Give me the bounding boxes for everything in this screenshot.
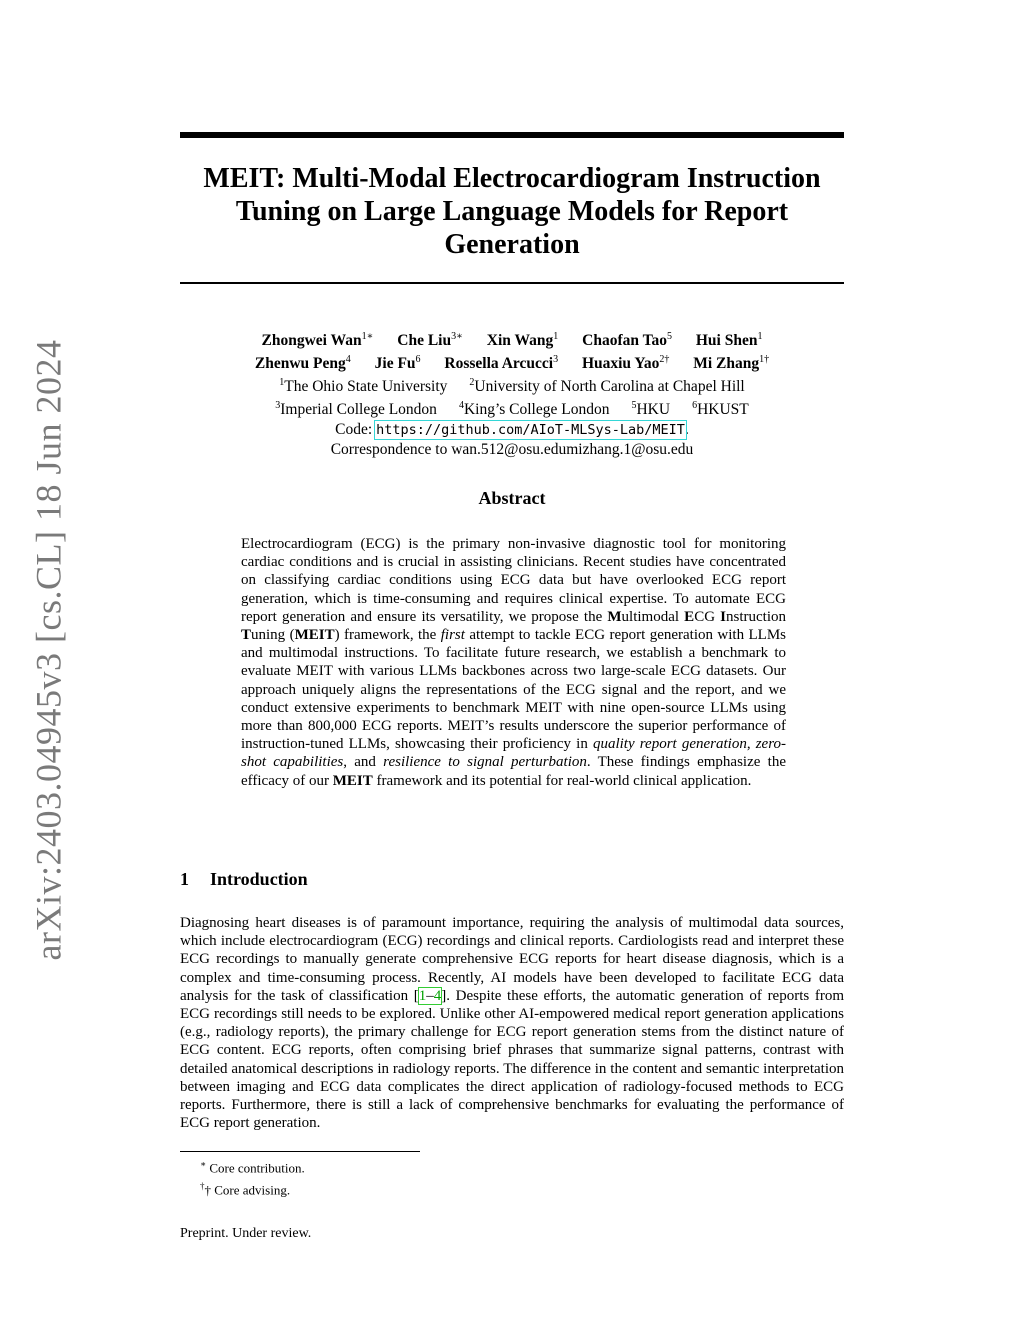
author-row-2 <box>180 350 844 373</box>
section-heading-introduction: 1 Introduction <box>180 869 308 889</box>
correspondence-line: Correspondence to wan.512@osu.edumizhang.1@osu.edu <box>330 440 694 458</box>
affiliation-row-2: $^3$Imperial College London $^4$King’s College London $^5$HKU $^6$HKUST <box>275 400 749 419</box>
author: Chaofan Tao$^5$ <box>582 331 672 350</box>
footnote: ∗ Core contribution. <box>200 1159 305 1176</box>
arxiv-identifier-text: arXiv:2403.04945v3 [cs.CL] 18 Jun 2024 <box>28 339 69 961</box>
title-rule-top <box>180 132 844 138</box>
citation-link[interactable]: 1 <box>418 987 427 1004</box>
introduction-paragraph: Diagnosing heart diseases is of paramount importance, requiring the analysis of multimodal data sources, which include electrocardiogram (ECG) recordings and clinical reports. Cardiologists read and interpret these ECG recordings to manually generate comprehensive ECG reports for heart disease diagnosis, which is a complex and time-consuming process. Recently, AI models have been developed to facilitate ECG data analysis for the task of classification [1–4]. Despite these efforts, the automatic generation of reports from ECG recordings still needs to be explored. Unlike other AI-empowered medical report generation applications (e.g., radiology reports), the primary challenge for ECG report generation stems from the distinct nature of ECG content. ECG reports, often comprising brief phrases that summarize signal patterns, contrast with detailed anatomical descriptions in radiology reports. The difference in the content and semantic interpretation between imaging and ECG data complicates the direct application of radiology-focused methods to ECG reports. Furthermore, there is still a lack of comprehensive benchmarks for evaluating the performance of ECG report generation. <box>180 915 845 1132</box>
author: Zhongwei Wan$^{1∗}$ <box>261 331 374 350</box>
footnote-divider <box>180 1151 420 1152</box>
title-rule-bottom <box>180 282 844 284</box>
footnote: †† Core advising. <box>200 1181 291 1198</box>
abstract-text: Electrocardiogram (ECG) is the primary non-invasive diagnostic tool for monitoring cardiac conditions and is crucial in assisting clinicians. Recent studies have concentrated on classifying cardiac conditions using ECG data but have overlooked ECG report generation, which is time-consuming and requires clinical expertise. To automate ECG report generation and ensure its versatility, we propose the Multimodal ECG Instruction Tuning (MEIT) framework, the first attempt to tackle ECG report generation with LLMs and multimodal instructions. To facilitate future research, we establish a benchmark to evaluate MEIT with various LLMs backbones across two large-scale ECG datasets. Our approach uniquely aligns the representations of the ECG signal and the report, and we conduct extensive experiments to benchmark MEIT with nine open-source LLMs using more than 800,000 ECG reports. MEIT’s results underscore the superior performance of instruction-tuned LLMs, showcasing their proficiency in quality report generation, zero-shot capabilities, and resilience to signal perturbation. These findings emphasize the efficacy of our MEIT framework and its potential for real-world clinical application. <box>241 536 787 789</box>
author-row-1 <box>180 327 844 350</box>
author-block <box>180 327 844 459</box>
code-repository-link[interactable]: https://github.com/AIoT-MLSys-Lab/MEIT <box>376 421 685 438</box>
affiliation-row-1: $^1$The Ohio State University $^2$University of North Carolina at Chapel Hill <box>279 377 745 396</box>
author: Jie Fu$^6$ <box>374 354 421 373</box>
preprint-notice: Preprint. Under review. <box>180 1226 312 1241</box>
email: mizhang.1@osu.edu <box>566 440 694 458</box>
email: wan.512@osu.edu <box>451 440 567 458</box>
code-line: Code: https://github.com/AIoT-MLSys-Lab/MEIT. <box>335 420 689 438</box>
author: Xin Wang$^1$ <box>486 331 559 350</box>
author: Hui Shen$^1$ <box>695 331 763 350</box>
citation-link[interactable]: 4 <box>433 987 442 1004</box>
author: Zhenwu Peng$^4$ <box>254 354 351 373</box>
author: Che Liu$^{3∗}$ <box>397 331 463 350</box>
abstract-heading: Abstract <box>478 488 546 508</box>
arxiv-identifier <box>16 339 80 961</box>
author: Huaxiu Yao$^{2\dagger}$ <box>581 354 670 373</box>
paper-title: MEIT: Multi-Modal Electrocardiogram Instruction Tuning on Large Language Models for Report Generation <box>203 163 821 260</box>
author: Rossella Arcucci$^3$ <box>444 354 559 373</box>
author: Mi Zhang$^{1\dagger}$ <box>693 354 770 373</box>
footnotes <box>200 1155 305 1200</box>
